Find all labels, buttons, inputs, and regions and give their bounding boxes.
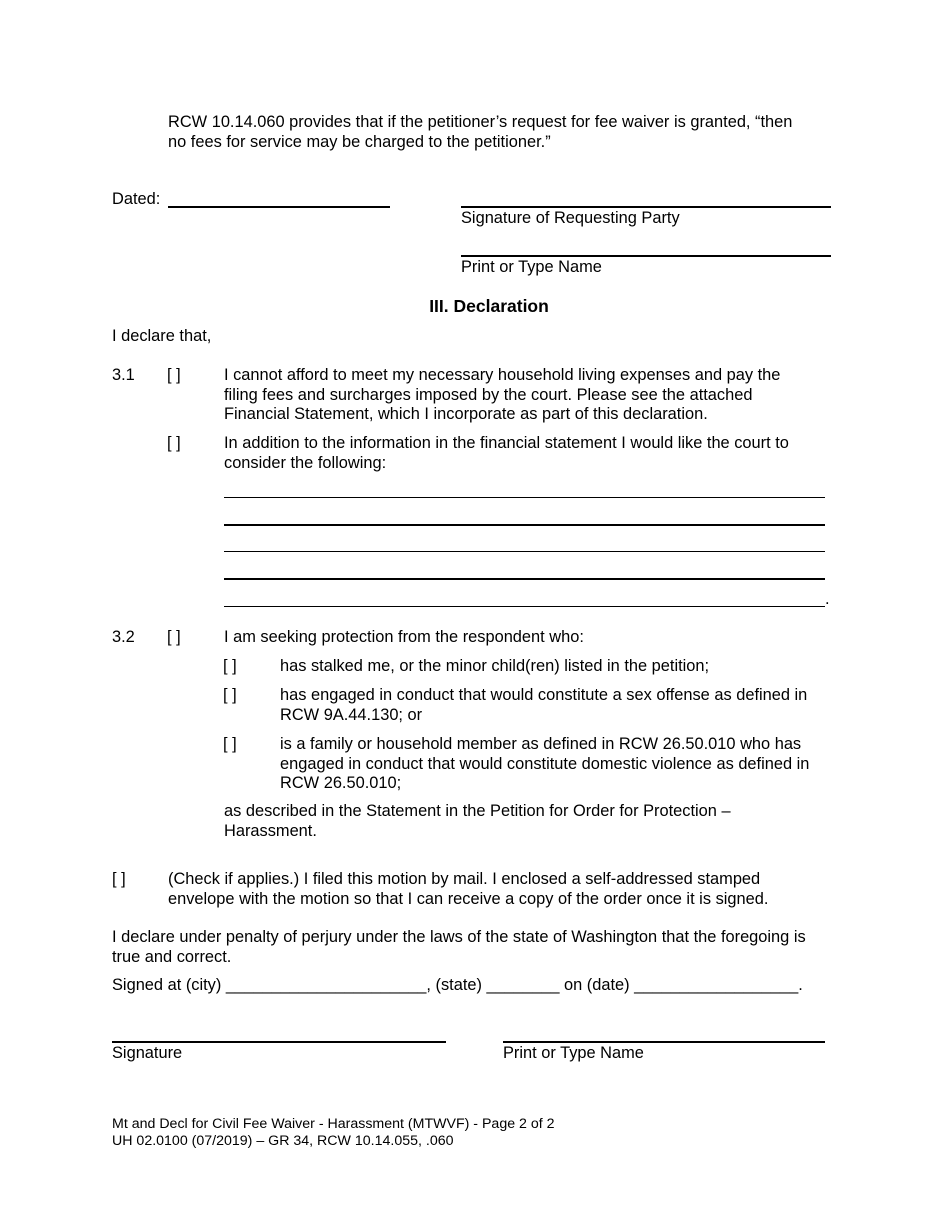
rcw-note-line: RCW 10.14.060 provides that if the petitioner’s request for fee waiver is granted, “then: [168, 113, 793, 131]
requesting-party-signature-line[interactable]: [461, 206, 831, 208]
text-line: filing fees and surcharges imposed by the court. Please see the attached: [224, 385, 753, 404]
text-line: Financial Statement, which I incorporate as part of this declaration.: [224, 405, 708, 423]
end-period: .: [825, 590, 830, 608]
checkbox-domestic-violence[interactable]: [ ]: [223, 735, 237, 753]
item-3-1-a-text: [224, 366, 780, 425]
declarant-name-line[interactable]: [503, 1041, 825, 1043]
text-line: RCW 26.50.010;: [280, 774, 402, 792]
requesting-party-name-line[interactable]: [461, 255, 831, 257]
item-3-2-text: I am seeking protection from the respondent who:: [224, 628, 584, 646]
footer: [112, 1116, 555, 1150]
additional-info-line[interactable]: [224, 551, 825, 552]
declarant-name-label: Print or Type Name: [503, 1044, 644, 1062]
text-line: Harassment.: [224, 821, 317, 840]
requesting-party-signature-label: Signature of Requesting Party: [461, 209, 680, 227]
requesting-party-name-label: Print or Type Name: [461, 258, 602, 276]
additional-info-line[interactable]: [224, 497, 825, 498]
mail-text: [168, 870, 768, 909]
declarant-signature-line[interactable]: [112, 1041, 446, 1043]
text-line: I declare under penalty of perjury under the laws of the state of Washington that the foregoing is: [112, 928, 806, 946]
text-line: engaged in conduct that would constitute domestic violence as defined in: [280, 754, 810, 773]
dated-field[interactable]: [168, 206, 390, 208]
text-line: has stalked me, or the minor child(ren) listed in the petition;: [280, 657, 710, 675]
option-domestic-violence-text: [280, 735, 809, 794]
text-line: is a family or household member as defined in RCW 26.50.010 who has: [280, 735, 802, 753]
section-number: 3.2: [112, 628, 135, 646]
section-number: 3.1: [112, 366, 135, 384]
option-stalked-text: [280, 657, 709, 677]
text-line: consider the following:: [224, 453, 387, 472]
text-line: as described in the Statement in the Petition for Order for Protection –: [224, 802, 731, 820]
declarant-signature-label: Signature: [112, 1044, 183, 1062]
item-3-2-closing: [224, 802, 731, 841]
perjury-statement: [112, 928, 806, 967]
checkbox-stalked[interactable]: [ ]: [223, 657, 237, 675]
checkbox-3-2[interactable]: [ ]: [167, 628, 181, 646]
item-3-1-b-text: [224, 434, 789, 473]
text-line: has engaged in conduct that would constitute a sex offense as defined in: [280, 686, 808, 704]
text-line: In addition to the information in the financial statement I would like the court to: [224, 434, 789, 452]
footer-line: Mt and Decl for Civil Fee Waiver - Harassment (MTWVF) - Page 2 of 2: [112, 1116, 555, 1132]
additional-info-line[interactable]: [224, 578, 825, 580]
rcw-note: [168, 113, 792, 152]
text-line: envelope with the motion so that I can receive a copy of the order once it is signed.: [168, 889, 769, 908]
checkbox-mail[interactable]: [ ]: [112, 870, 126, 888]
option-sex-offense-text: [280, 686, 807, 725]
checkbox-sex-offense[interactable]: [ ]: [223, 686, 237, 704]
footer-line: UH 02.0100 (07/2019) – GR 34, RCW 10.14.055, .060: [112, 1133, 454, 1149]
dated-label: Dated:: [112, 190, 161, 208]
signed-at-field[interactable]: Signed at (city) ______________________, (state) ________ on (date) __________________.: [112, 976, 803, 994]
declaration-heading: III. Declaration: [429, 296, 549, 316]
additional-info-line[interactable]: [224, 606, 825, 607]
text-line: I cannot afford to meet my necessary household living expenses and pay the: [224, 366, 781, 384]
checkbox-3-1-b[interactable]: [ ]: [167, 434, 181, 452]
additional-info-line[interactable]: [224, 524, 825, 526]
checkbox-3-1-a[interactable]: [ ]: [167, 366, 181, 384]
rcw-note-line: no fees for service may be charged to the petitioner.”: [168, 132, 551, 151]
declaration-intro: I declare that,: [112, 327, 212, 345]
text-line: true and correct.: [112, 947, 232, 966]
text-line: RCW 9A.44.130; or: [280, 705, 423, 724]
text-line: (Check if applies.) I filed this motion by mail. I enclosed a self-addressed stamped: [168, 870, 761, 888]
